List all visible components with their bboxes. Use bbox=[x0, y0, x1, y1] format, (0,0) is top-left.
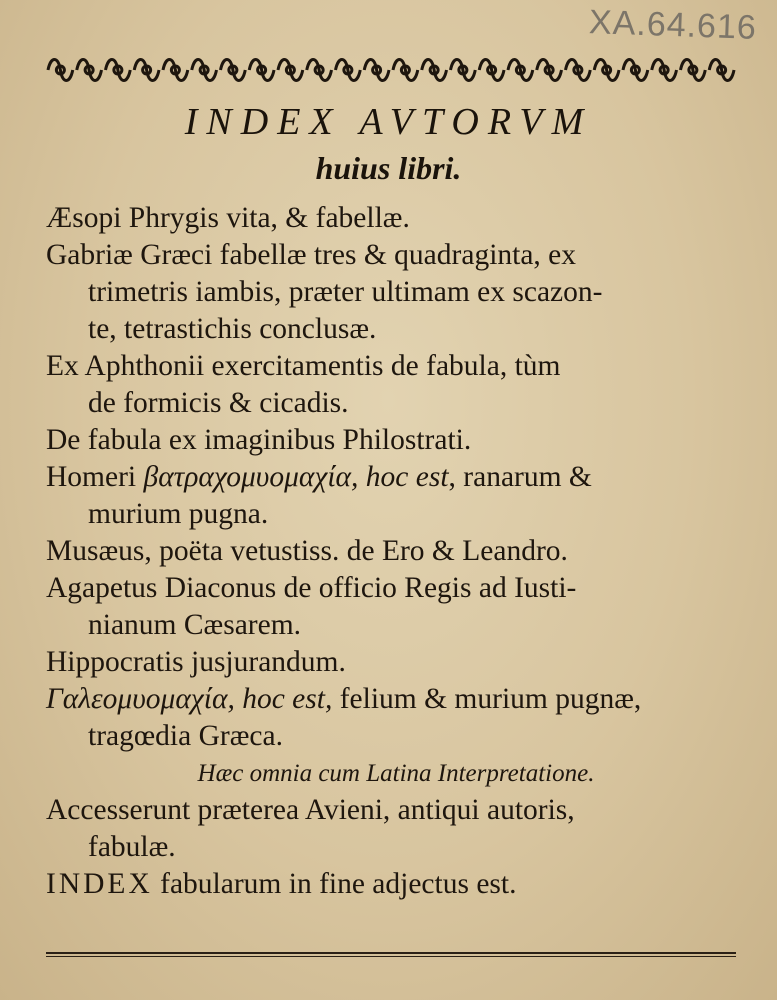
ornament-scroll bbox=[278, 60, 303, 81]
index-entry-fable-index: INDEX fabularum in fine adjectus est. bbox=[46, 868, 517, 900]
index-entry-musaeus: Musæus, poëta vetustiss. de Ero & Leandro. bbox=[46, 535, 568, 567]
ornament-scroll bbox=[652, 60, 677, 81]
ornament-scroll bbox=[623, 60, 648, 81]
index-entry-hippocrates: Hippocratis jusjurandum. bbox=[46, 646, 346, 678]
ornament-scroll bbox=[451, 60, 476, 81]
index-entry-homer: Homeri βατραχομυομαχία, hoc est, ranarum & murium pugna. bbox=[46, 461, 592, 530]
index-subtitle: huius libri. bbox=[315, 150, 462, 186]
ornament-scroll bbox=[336, 60, 361, 81]
index-entry-avienus: Accesserunt præterea Avieni, antiqui autoris, fabulæ. bbox=[46, 794, 575, 863]
index-title: INDEX AVTORVM bbox=[184, 101, 593, 143]
ornament-scroll bbox=[106, 60, 131, 81]
ornament-scroll bbox=[594, 60, 619, 81]
index-entry-agapetus: Agapetus Diaconus de officio Regis ad Iusti- nianum Cæsarem. bbox=[46, 572, 577, 641]
ornament-scroll bbox=[479, 60, 504, 81]
index-entry-gabrias: Gabriæ Græci fabellæ tres & quadraginta, ex trimetris iambis, præter ultimam ex scazon- te, tetrastichis conclusæ. bbox=[46, 239, 603, 345]
bottom-double-rule bbox=[46, 952, 736, 957]
ornament-scroll bbox=[221, 60, 246, 81]
index-entry-galeomyomachia: Γαλεομυομαχία, hoc est, felium & murium pugnæ, tragœdia Græca. bbox=[46, 683, 642, 752]
ornament-scroll bbox=[307, 60, 332, 81]
ornament-scroll bbox=[709, 60, 734, 81]
index-entry-philostratus: De fabula ex imaginibus Philostrati. bbox=[46, 424, 472, 456]
ornament-scroll bbox=[249, 60, 274, 81]
ornament-scroll bbox=[508, 60, 533, 81]
decorative-ornament-band bbox=[46, 52, 736, 88]
author-index-list bbox=[46, 200, 746, 903]
ornament-scroll bbox=[48, 60, 73, 81]
shelfmark-annotation: XA.64.616 bbox=[588, 3, 758, 47]
ornament-scroll bbox=[393, 60, 418, 81]
ornament-scroll bbox=[681, 60, 706, 81]
ornament-scroll bbox=[537, 60, 562, 81]
index-entry-aesop: Æsopi Phrygis vita, & fabellæ. bbox=[46, 202, 410, 234]
latin-translation-note: Hæc omnia cum Latina Interpretatione. bbox=[197, 760, 595, 787]
ornament-scroll bbox=[77, 60, 102, 81]
ornament-scroll bbox=[192, 60, 217, 81]
ornament-scroll bbox=[422, 60, 447, 81]
ornament-scroll bbox=[134, 60, 159, 81]
index-entry-aphthonius: Ex Aphthonii exercitamentis de fabula, tùm de formicis & cicadis. bbox=[46, 350, 561, 419]
ornament-scroll bbox=[163, 60, 188, 81]
ornament-scroll bbox=[364, 60, 389, 81]
ornament-scroll bbox=[566, 60, 591, 81]
